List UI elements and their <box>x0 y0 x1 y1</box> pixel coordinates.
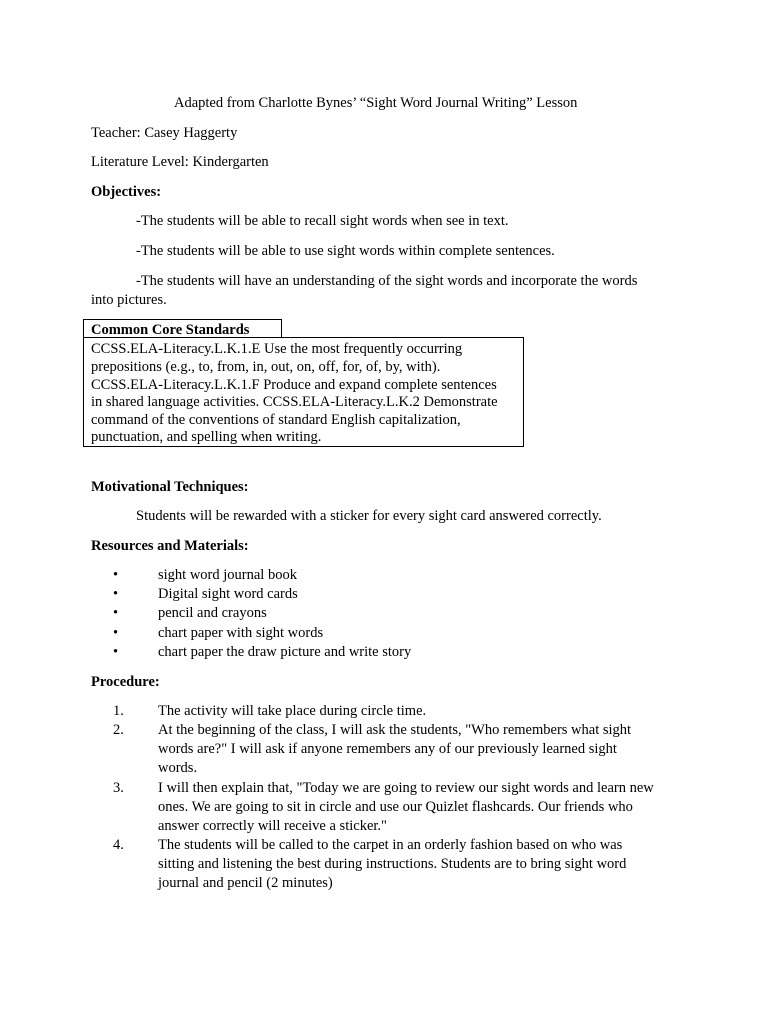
standards-line: command of the conventions of standard English capitalization, <box>91 412 461 428</box>
list-item: chart paper the draw picture and write story <box>158 644 412 660</box>
standards-line: in shared language activities. CCSS.ELA-Literacy.L.K.2 Demonstrate <box>91 394 498 410</box>
level-line: Literature Level: Kindergarten <box>91 154 269 170</box>
standards-line: CCSS.ELA-Literacy.L.K.1.E Use the most frequently occurring <box>91 341 463 357</box>
motivation-heading: Motivational Techniques: <box>91 479 249 495</box>
objective-item-continuation: into pictures. <box>91 292 167 308</box>
step-text: journal and pencil (2 minutes) <box>158 875 333 891</box>
standards-title: Common Core Standards <box>91 322 250 338</box>
bullet-icon: • <box>113 605 119 621</box>
standards-box <box>83 337 524 447</box>
list-item: pencil and crayons <box>158 605 267 621</box>
bullet-icon: • <box>113 625 119 641</box>
step-number: 4. <box>113 837 124 853</box>
step-text: words are?" I will ask if anyone remembers any of our previously learned sight <box>158 741 617 757</box>
standards-line: CCSS.ELA-Literacy.L.K.1.F Produce and expand complete sentences <box>91 377 497 393</box>
resources-heading: Resources and Materials: <box>91 538 249 554</box>
list-item: Digital sight word cards <box>158 586 298 602</box>
list-item: sight word journal book <box>158 567 297 583</box>
objectives-heading: Objectives: <box>91 184 162 200</box>
document-title: Adapted from Charlotte Bynes’ “Sight Word Journal Writing” Lesson <box>174 95 578 111</box>
standards-title-box <box>83 319 282 338</box>
procedure-heading: Procedure: <box>91 674 160 690</box>
bullet-icon: • <box>113 644 119 660</box>
step-number: 1. <box>113 703 124 719</box>
step-text: answer correctly will receive a sticker." <box>158 818 387 834</box>
standards-line: prepositions (e.g., to, from, in, out, on, off, for, of, by, with). <box>91 359 441 375</box>
step-number: 2. <box>113 722 124 738</box>
list-item: chart paper with sight words <box>158 625 324 641</box>
step-text: The activity will take place during circle time. <box>158 703 427 719</box>
step-text: words. <box>158 760 198 776</box>
objective-item: -The students will be able to use sight words within complete sentences. <box>136 243 555 259</box>
step-number: 3. <box>113 780 124 796</box>
motivation-text: Students will be rewarded with a sticker for every sight card answered correctly. <box>136 508 602 524</box>
bullet-icon: • <box>113 586 119 602</box>
step-text: The students will be called to the carpet in an orderly fashion based on who was <box>158 837 623 853</box>
step-text: At the beginning of the class, I will ask the students, "Who remembers what sight <box>158 722 632 738</box>
objective-item: -The students will be able to recall sight words when see in text. <box>136 213 509 229</box>
step-text: ones. We are going to sit in circle and use our Quizlet flashcards. Our friends who <box>158 799 633 815</box>
teacher-line: Teacher: Casey Haggerty <box>91 125 238 141</box>
step-text: I will then explain that, "Today we are going to review our sight words and learn new <box>158 780 654 796</box>
step-text: sitting and listening the best during instructions. Students are to bring sight word <box>158 856 627 872</box>
bullet-icon: • <box>113 567 119 583</box>
objective-item: -The students will have an understanding of the sight words and incorporate the words <box>136 273 638 289</box>
standards-line: punctuation, and spelling when writing. <box>91 429 322 445</box>
